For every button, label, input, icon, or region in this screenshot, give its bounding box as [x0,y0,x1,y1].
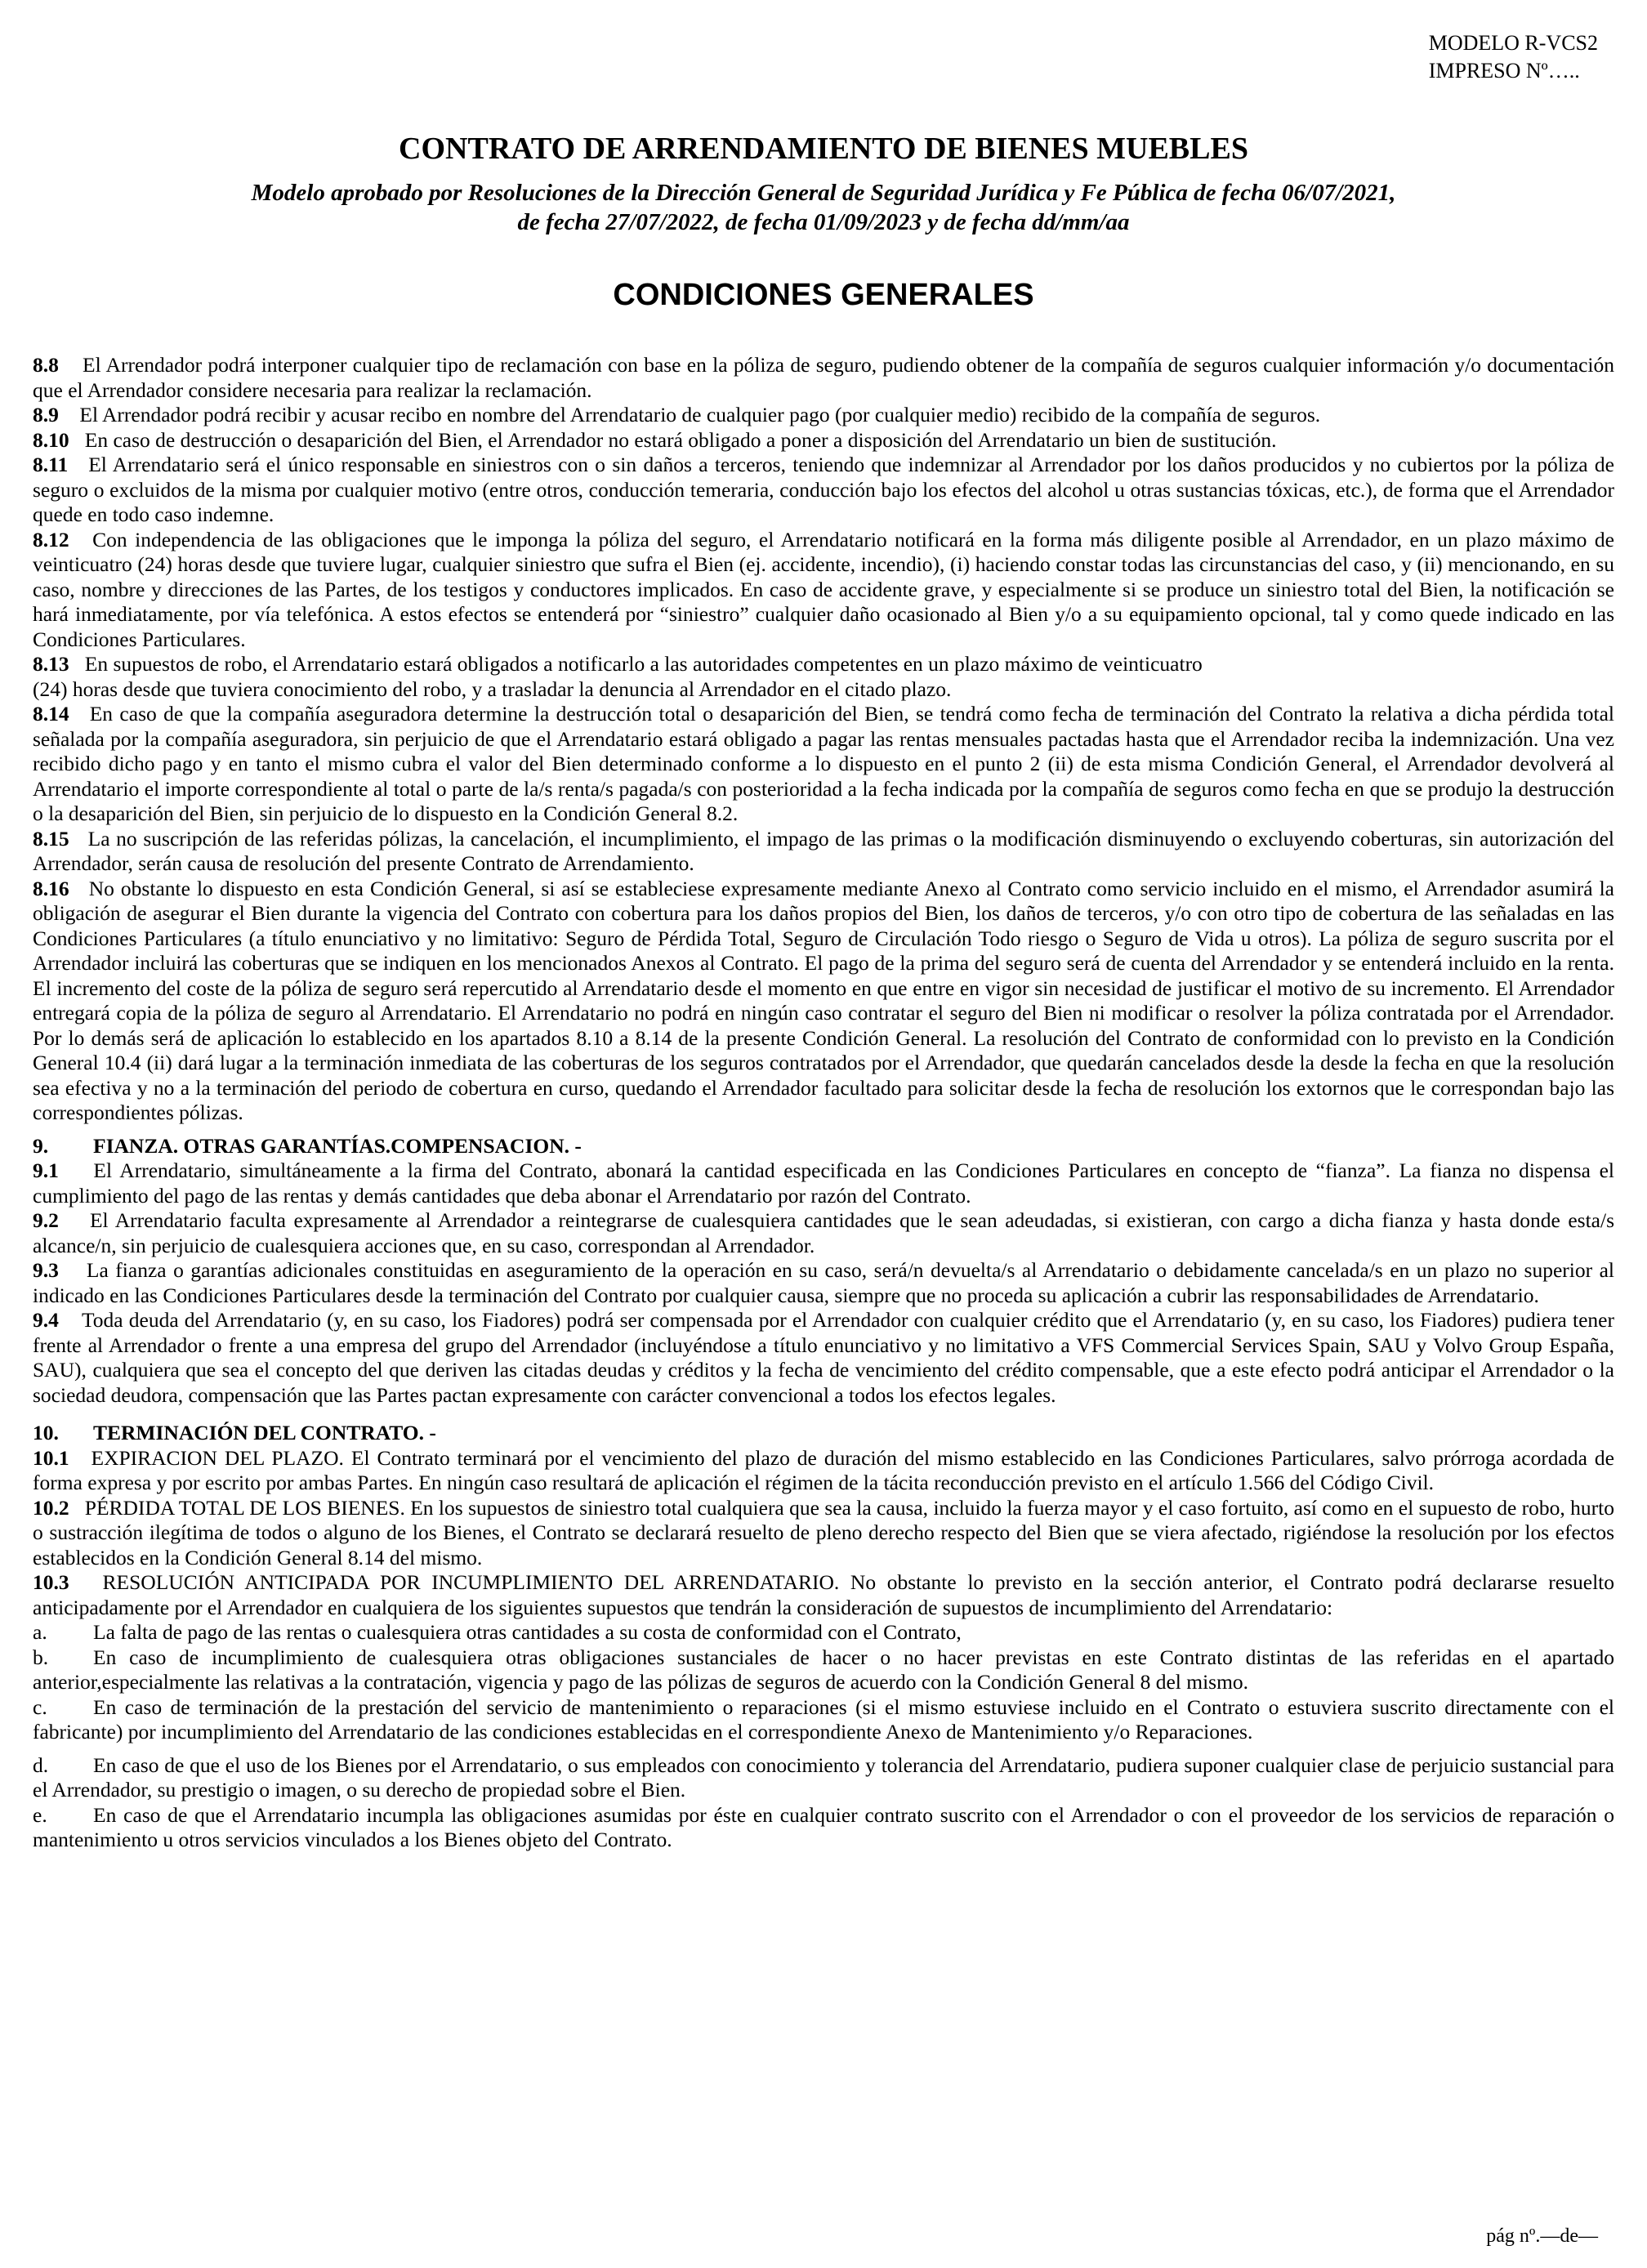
clause-text: EXPIRACION DEL PLAZO. El Contrato terminará por el vencimiento del plazo de duración del mismo establecido en las Condiciones Particulares, salvo prórroga acordada de forma expresa y por escrito por ambas Partes. En ningún caso resultará de aplicación el régimen de la tácita reconducción previsto en el artículo 1.566 del Código Civil. [33,1445,1614,1494]
clause-number: 8.11 [33,453,69,476]
section-heading-text: FIANZA. OTRAS GARANTÍAS.COMPENSACION. - [93,1133,582,1158]
clause-text: El Arrendatario, simultáneamente a la firma del Contrato, abonará la cantidad especificada en las Condiciones Particulares en concepto de “fianza”. La fianza no dispensa el cumplimiento del pago de las rentas y demás cantidades que deba abonar el Arrendatario por razón del Contrato. [33,1159,1615,1208]
clause-text: Con independencia de las obligaciones que le imponga la póliza del seguro, el Arrendatario notificará en la forma más diligente posible al Arrendador, en un plazo máximo de veinticuatro (24) horas desde que tuviere lugar, cualquier siniestro que sufra el Bien (ej. accidente, incendio), (i) haciendo constar todas las circunstancias del caso, y (ii) mencionando, en su caso, nombre y direcciones de las Partes, de los testigos y conductores implicados. En caso de accidente grave, y especialmente si se produce un siniestro total del Bien, la notificación se hará inmediatamente, por vía telefónica. A estos efectos se entenderá por “siniestro” cualquier daño ocasionado al Bien y/o a su equipamiento opcional, tal y como quede indicado en las Condiciones Particulares. [33,527,1614,651]
clause-9-4 [33,1308,1614,1408]
document-subtitle-line-1: Modelo aprobado por Resoluciones de la Dirección General de Seguridad Jurídica y Fe Pública de fecha 06/07/2021, [251,180,1396,206]
list-marker: a. [33,1620,47,1644]
clause-number: 8.9 [33,403,59,426]
clause-8-13 [33,652,1614,702]
clause-8-16 [33,877,1614,1126]
list-marker: d. [33,1752,49,1777]
section-heading-text: TERMINACIÓN DEL CONTRATO. - [93,1421,436,1444]
list-item-text: En caso de terminación de la prestación del servicio de mantenimiento o reparaciones (si el mismo estuviese incluido en el Contrato o estuviera suscrito directamente con el fabricante) por incumplimiento del Arrendatario de las condiciones establecidas en el correspondiente Anexo de Mantenimiento y/o Reparaciones. [33,1694,1614,1743]
list-item-text: En caso de que el Arrendatario incumpla las obligaciones asumidas por éste en cualquier contrato suscrito con el Arrendador o con el proveedor de los servicios de reparación o mantenimiento u otros servicios vinculados a los Bienes objeto del Contrato. [33,1802,1614,1851]
list-marker: b. [33,1645,49,1669]
clause-9-3 [33,1258,1614,1308]
clause-number: 8.14 [33,702,69,725]
clause-number: 8.16 [33,876,69,900]
clause-text-line-1: En supuestos de robo, el Arrendatario estará obligados a notificarlo a las autoridades competentes en un plazo máximo de veinticuatro [84,652,1203,676]
clause-8-8 [33,353,1614,403]
section-number: 9. [33,1133,49,1158]
clause-text: RESOLUCIÓN ANTICIPADA POR INCUMPLIMIENTO DEL ARRENDATARIO. No obstante lo previsto en la sección anterior, el Contrato podrá declararse resuelto anticipadamente por el Arrendador en cualquiera de los siguientes supuestos que tendrán la consideración de supuestos de incumplimiento del Arrendatario: [33,1570,1614,1619]
clause-number: 8.8 [33,353,59,377]
clause-text: PÉRDIDA TOTAL DE LOS BIENES. En los supuestos de siniestro total cualquiera que sea la causa, incluido la fuerza mayor y el caso fortuito, así como en el supuesto de robo, hurto o sustracción ilegítima de todos o alguno de los Bienes, el Contrato se declarará resuelto de pleno derecho respecto del Bien que se viera afectado, rigiéndose la resolución por los efectos establecidos en la Condición General 8.14 del mismo. [33,1495,1615,1569]
model-code: MODELO R-VCS2 [1428,31,1598,55]
clause-number: 9.2 [33,1208,59,1232]
clause-text: En caso de que la compañía aseguradora determine la destrucción total o desaparición del Bien, se tendrá como fecha de terminación del Contrato la relativa a dicha pérdida total señalada por la compañía aseguradora, sin perjuicio de que el Arrendatario estará obligado a pagar las rentas mensuales pactadas hasta que el Arrendador reciba la indemnización. Una vez recibido dicho pago y en tanto el mismo cubra el valor del Bien determinado conforme a lo dispuesto en el punto 2 (ii) de esta misma Condición General, el Arrendador devolverá al Arrendatario el importe correspondiente al total o parte de la/s renta/s pagada/s con posterioridad a la fecha indicada por la compañía de seguros como fecha en que se produjo la destrucción o la desaparición del Bien, sin perjuicio de lo dispuesto en la Condición General 8.2. [33,702,1614,825]
list-item-text: En caso de que el uso de los Bienes por el Arrendatario, o sus empleados con conocimiento y tolerancia del Arrendatario, pudiera suponer cualquier clase de perjuicio sustancial para el Arrendador, su prestigio o imagen, o su derecho de propiedad sobre el Bien. [33,1752,1614,1801]
clause-9-1 [33,1159,1614,1208]
list-item-b [33,1645,1614,1695]
document-body [33,353,1614,1853]
clause-8-15 [33,827,1614,877]
document-subtitle-line-2: de fecha 27/07/2022, de fecha 01/09/2023 y de fecha dd/mm/aa [517,209,1130,235]
clause-text: La no suscripción de las referidas pólizas, la cancelación, el incumplimiento, el impago de las primas o la modificación disminuyendo o excluyendo coberturas, sin autorización del Arrendador, serán causa de resolución del presente Contrato de Arrendamiento. [33,826,1615,875]
clause-number: 9.1 [33,1159,59,1182]
list-item-c [33,1695,1614,1745]
list-item-text: La falta de pago de las rentas o cualesquiera otras cantidades a su costa de conformidad con el Contrato, [93,1620,962,1644]
clause-8-12 [33,528,1614,653]
clause-8-10 [33,428,1614,453]
clause-number: 8.13 [33,652,69,676]
list-marker: c. [33,1694,47,1719]
clause-text: Toda deuda del Arrendatario (y, en su caso, los Fiadores) podrá ser compensada por el Arrendador con cualquier crédito que el Arrendatario (y, en su caso, los Fiadores) pudiera tener frente al Arrendador o frente a una empresa del grupo del Arrendador (incluyéndose a título enunciativo y no limitativo a VFS Commercial Services Spain, SAU y Volvo Group España, SAU), cualquiera que sea el concepto del que deriven las citadas deudas y créditos y la fecha de vencimiento del crédito compensable, que a este efecto podrá anticipar el Arrendador o la sociedad deudora, compensación que las Partes pactan expresamente con carácter convencional a todos los efectos legales. [33,1308,1614,1407]
clause-number: 10.1 [33,1445,69,1470]
clause-text: El Arrendatario será el único responsable en siniestros con o sin daños a terceros, teniendo que indemnizar al Arrendador por los daños producidos y no cubiertos por la póliza de seguro o excluidos de la misma por cualquier motivo (entre otros, conducción temeraria, conducción bajo los efectos del alcohol u otras sustancias tóxicas, etc.), de forma que el Arrendador quede en todo caso indemne. [33,453,1614,526]
clause-text: El Arrendador podrá recibir y acusar recibo en nombre del Arrendatario de cualquier pago (por cualquier medio) recibido de la compañía de seguros. [79,403,1321,426]
list-item-a [33,1620,1614,1645]
clause-number: 8.10 [33,427,69,452]
section-9-heading [33,1134,1614,1159]
list-item-e [33,1803,1614,1853]
clause-10-3 [33,1570,1614,1620]
clause-8-9 [33,403,1614,428]
section-10-heading [33,1421,1614,1446]
document-title: CONTRATO DE ARRENDAMIENTO DE BIENES MUEBLES [399,132,1248,166]
clause-number: 10.2 [33,1495,69,1520]
clause-number: 9.3 [33,1258,59,1282]
clause-8-14 [33,702,1614,827]
clause-text: El Arrendador podrá interponer cualquier tipo de reclamación con base en la póliza de seguro, pudiendo obtener de la compañía de seguros cualquier información y/o documentación que el Arrendador considere necesaria para realizar la reclamación. [33,353,1615,402]
list-item-d [33,1753,1614,1803]
clause-8-11 [33,453,1614,528]
document-header [1429,29,1598,85]
list-marker: e. [33,1802,47,1827]
section-title: CONDICIONES GENERALES [613,278,1034,312]
clause-text: La fianza o garantías adicionales constituidas en aseguramiento de la operación en su caso, será/n devuelta/s al Arrendatario o debidamente cancelada/s en un plazo no superior al indicado en las Condiciones Particulares desde la terminación del Contrato por cualquier causa, siempre que no proceda su aplicación a cubrir las responsabilidades de Arrendatario. [33,1258,1615,1307]
clause-9-2 [33,1208,1614,1258]
clause-number: 8.15 [33,826,69,850]
section-number: 10. [33,1421,59,1444]
clause-number: 10.3 [33,1570,69,1594]
clause-number: 8.12 [33,527,69,551]
clause-10-1 [33,1446,1614,1496]
print-number: IMPRESO Nº….. [1428,59,1580,83]
clause-text: No obstante lo dispuesto en esta Condición General, si así se estableciese expresamente mediante Anexo al Contrato como servicio incluido en el mismo, el Arrendador asumirá la obligación de asegurar el Bien durante la vigencia del Contrato con cobertura para los daños propios del Bien, los daños de terceros, y/o con otro tipo de cobertura de las señaladas en las Condiciones Particulares (a título enunciativo y no limitativo: Seguro de Pérdida Total, Seguro de Circulación Todo riesgo o Seguro de Vida u otros). La póliza de seguro suscrita por el Arrendador incluirá las coberturas que se indiquen en los mencionados Anexos al Contrato. El pago de la prima del seguro será de cuenta del Arrendador y se entenderá incluido en la renta. El incremento del coste de la póliza de seguro será repercutido al Arrendatario desde el momento en que entre en vigor sin necesidad de justificar el motivo de su incremento. El Arrendador entregará copia de la póliza de seguro al Arrendatario. El Arrendatario no podrá en ningún caso contratar el seguro del Bien ni modificar o resolver la póliza contratada por el Arrendador. Por lo demás será de aplicación lo establecido en los apartados 8.10 a 8.14 de la presente Condición General. La resolución del Contrato de conformidad con lo previsto en la Condición General 10.4 (ii) dará lugar a la terminación inmediata de las coberturas de los seguros contratados por el Arrendador, que quedarán cancelados desde la desde la fecha en que la resolución sea efectiva y no a la terminación del periodo de cobertura en curso, quedando el Arrendador facultado para solicitar desde la fecha de resolución los extornos que le correspondan bajo las correspondientes pólizas. [33,876,1614,1124]
clause-text-line-2: (24) horas desde que tuviera conocimiento del robo, y a trasladar la denuncia al Arrendador en el citado plazo. [33,676,952,701]
clause-number: 9.4 [33,1308,59,1332]
list-item-text: En caso de incumplimiento de cualesquiera otras obligaciones sustanciales de hacer o no hacer previstas en este Contrato distintas de las referidas en el apartado anterior,especialmente las relativas a la contratación, vigencia y pago de las pólizas de seguros de acuerdo con la Condición General 8 del mismo. [33,1645,1614,1694]
clause-text: El Arrendatario faculta expresamente al Arrendador a reintegrarse de cualesquiera cantidades que le sean adeudadas, si existieran, con cargo a dicha fianza y hasta donde esta/s alcance/n, sin perjuicio de cualesquiera acciones que, en su caso, correspondan al Arrendador. [33,1208,1614,1257]
clause-text: En caso de destrucción o desaparición del Bien, el Arrendador no estará obligado a poner a disposición del Arrendatario un bien de sustitución. [84,427,1277,452]
page-number: pág nº.—de— [1486,2226,1598,2247]
clause-10-2 [33,1496,1614,1571]
